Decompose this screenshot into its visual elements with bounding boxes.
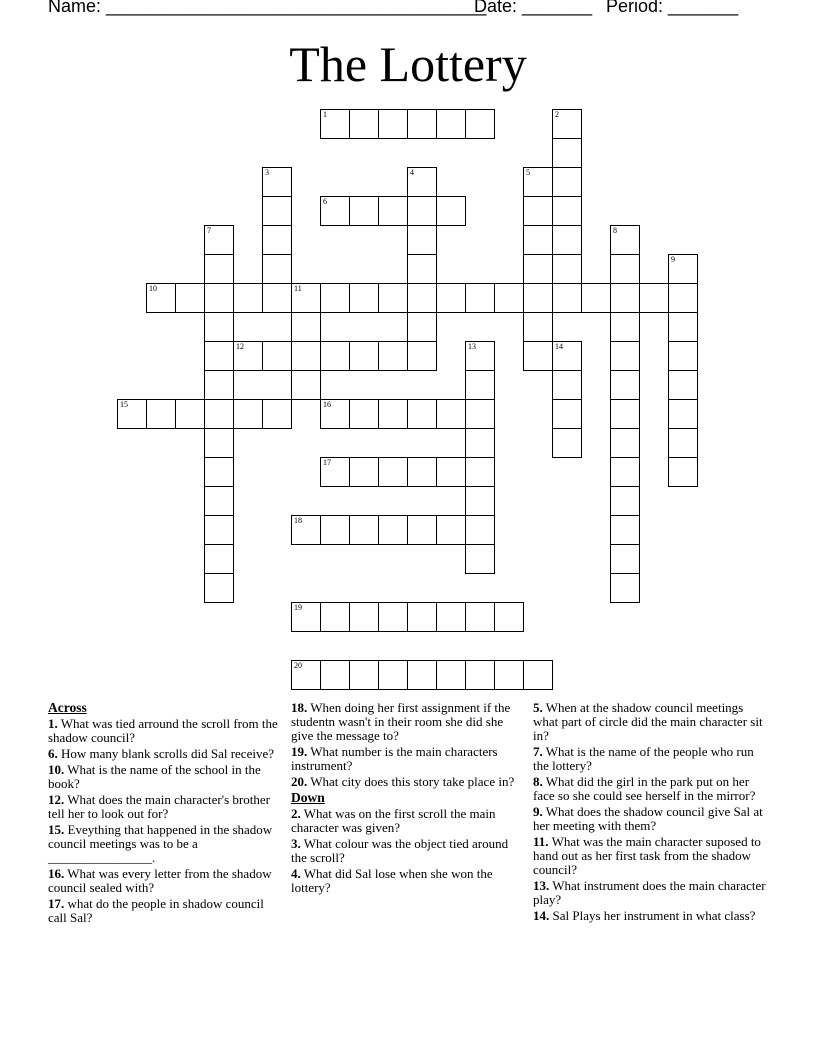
crossword-cell[interactable] xyxy=(204,457,234,487)
clue-number-label: 7 xyxy=(207,226,211,235)
clue-across-18: 18. When doing her first assignment if the studentn wasn't in their room she did she give the message to? xyxy=(291,700,511,743)
crossword-cell[interactable] xyxy=(668,312,698,342)
crossword-cell[interactable] xyxy=(320,196,350,226)
crossword-cell[interactable] xyxy=(436,109,466,139)
crossword-cell[interactable] xyxy=(610,283,640,313)
clue-down-7: 7. What is the name of the people who run the lottery? xyxy=(533,744,754,773)
crossword-cell[interactable] xyxy=(407,225,437,255)
crossword-cell[interactable] xyxy=(291,370,321,400)
crossword-cell[interactable] xyxy=(465,486,495,516)
crossword-cell[interactable] xyxy=(465,109,495,139)
clue-down-13: 13. What instrument does the main character play? xyxy=(533,878,766,907)
crossword-cell[interactable] xyxy=(465,544,495,574)
clue-down-8: 8. What did the girl in the park put on her face so she could see herself in the mirror? xyxy=(533,774,756,803)
clue-number-label: 12 xyxy=(236,342,244,351)
clue-number-label: 6 xyxy=(323,197,327,206)
crossword-cell[interactable] xyxy=(204,573,234,603)
crossword-cell[interactable] xyxy=(436,602,466,632)
crossword-cell[interactable] xyxy=(668,428,698,458)
crossword-cell[interactable] xyxy=(407,515,437,545)
crossword-cell[interactable] xyxy=(407,399,437,429)
crossword-cell[interactable] xyxy=(204,544,234,574)
crossword-cell[interactable] xyxy=(552,196,582,226)
crossword-cell[interactable] xyxy=(378,515,408,545)
crossword-cell[interactable] xyxy=(436,660,466,690)
crossword-cell[interactable] xyxy=(204,428,234,458)
crossword-cell[interactable] xyxy=(378,660,408,690)
crossword-cell[interactable] xyxy=(494,660,524,690)
crossword-cell[interactable] xyxy=(465,602,495,632)
crossword-cell[interactable] xyxy=(668,341,698,371)
crossword-cell[interactable] xyxy=(668,254,698,284)
crossword-cell[interactable] xyxy=(465,515,495,545)
crossword-cell[interactable] xyxy=(552,341,582,371)
crossword-cell[interactable] xyxy=(465,283,495,313)
crossword-cell[interactable] xyxy=(291,602,321,632)
crossword-cell[interactable] xyxy=(291,515,321,545)
crossword-cell[interactable] xyxy=(204,283,234,313)
clue-down-3: 3. What colour was the object tied around the scroll? xyxy=(291,836,509,865)
crossword-cell[interactable] xyxy=(378,109,408,139)
crossword-cell[interactable] xyxy=(204,254,234,284)
clue-number-label: 3 xyxy=(265,168,269,177)
clue-across-15: 15. Eveything that happened in the shadow council meetings was to be a ________________. xyxy=(48,822,273,865)
clue-across-19: 19. What number is the main characters instrument? xyxy=(291,744,498,773)
clue-number-label: 16 xyxy=(323,400,331,409)
crossword-cell[interactable] xyxy=(610,370,640,400)
clues-column-3 xyxy=(533,701,769,925)
clue-number-label: 9 xyxy=(671,255,675,264)
crossword-cell[interactable] xyxy=(378,196,408,226)
crossword-cell[interactable] xyxy=(610,312,640,342)
crossword-cell[interactable] xyxy=(320,109,350,139)
crossword-cell[interactable] xyxy=(349,341,379,371)
crossword-cell[interactable] xyxy=(262,399,292,429)
clue-number-label: 20 xyxy=(294,661,302,670)
crossword-cell[interactable] xyxy=(436,283,466,313)
crossword-cell[interactable] xyxy=(610,225,640,255)
crossword-cell[interactable] xyxy=(378,283,408,313)
crossword-cell[interactable] xyxy=(610,399,640,429)
crossword-cell[interactable] xyxy=(320,602,350,632)
crossword-cell[interactable] xyxy=(262,283,292,313)
crossword-cell[interactable] xyxy=(233,341,263,371)
crossword-cell[interactable] xyxy=(378,457,408,487)
crossword-cell[interactable] xyxy=(320,399,350,429)
crossword-cell[interactable] xyxy=(146,283,176,313)
crossword-cell[interactable] xyxy=(523,312,553,342)
clue-number-label: 1 xyxy=(323,110,327,119)
crossword-cell[interactable] xyxy=(320,283,350,313)
crossword-cell[interactable] xyxy=(523,167,553,197)
crossword-cell[interactable] xyxy=(349,660,379,690)
clues-column-1 xyxy=(48,701,284,927)
crossword-cell[interactable] xyxy=(494,283,524,313)
crossword-cell[interactable] xyxy=(204,341,234,371)
crossword-cell[interactable] xyxy=(639,283,669,313)
crossword-cell[interactable] xyxy=(407,254,437,284)
crossword-cell[interactable] xyxy=(610,457,640,487)
crossword-cell[interactable] xyxy=(117,399,147,429)
crossword-cell[interactable] xyxy=(552,167,582,197)
crossword-cell[interactable] xyxy=(320,515,350,545)
crossword-cell[interactable] xyxy=(378,341,408,371)
crossword-cell[interactable] xyxy=(262,167,292,197)
crossword-cell[interactable] xyxy=(407,660,437,690)
crossword-cell[interactable] xyxy=(146,399,176,429)
crossword-cell[interactable] xyxy=(262,341,292,371)
crossword-cell[interactable] xyxy=(349,109,379,139)
crossword-cell[interactable] xyxy=(175,283,205,313)
crossword-cell[interactable] xyxy=(349,283,379,313)
crossword-cell[interactable] xyxy=(668,283,698,313)
clue-across-12: 12. What does the main character's brother tell her to look out for? xyxy=(48,792,270,821)
crossword-cell[interactable] xyxy=(610,254,640,284)
clue-number-label: 11 xyxy=(294,284,302,293)
page-title: The Lottery xyxy=(289,36,527,92)
crossword-cell[interactable] xyxy=(552,254,582,284)
crossword-cell[interactable] xyxy=(407,109,437,139)
crossword-cell[interactable] xyxy=(552,283,582,313)
crossword-cell[interactable] xyxy=(262,196,292,226)
crossword-cell[interactable] xyxy=(436,457,466,487)
crossword-cell[interactable] xyxy=(291,283,321,313)
crossword-cell[interactable] xyxy=(436,196,466,226)
crossword-cell[interactable] xyxy=(204,225,234,255)
clue-across-17: 17. what do the people in shadow council call Sal? xyxy=(48,896,264,925)
crossword-cell[interactable] xyxy=(552,225,582,255)
crossword-cell[interactable] xyxy=(552,138,582,168)
crossword-cell[interactable] xyxy=(610,515,640,545)
clue-down-2: 2. What was on the first scroll the main character was given? xyxy=(291,806,496,835)
clue-number-label: 19 xyxy=(294,603,302,612)
crossword-cell[interactable] xyxy=(407,196,437,226)
clue-across-10: 10. What is the name of the school in the book? xyxy=(48,762,261,791)
crossword-cell[interactable] xyxy=(523,225,553,255)
crossword-cell[interactable] xyxy=(552,428,582,458)
crossword-cell[interactable] xyxy=(378,602,408,632)
crossword-cell[interactable] xyxy=(291,312,321,342)
crossword-cell[interactable] xyxy=(407,457,437,487)
clue-across-20: 20. What city does this story take place in? xyxy=(291,774,515,789)
crossword-cell[interactable] xyxy=(523,283,553,313)
crossword-cell[interactable] xyxy=(436,399,466,429)
crossword-cell[interactable] xyxy=(204,370,234,400)
clue-number-label: 18 xyxy=(294,516,302,525)
crossword-cell[interactable] xyxy=(407,167,437,197)
crossword-cell[interactable] xyxy=(610,341,640,371)
crossword-cell[interactable] xyxy=(610,544,640,574)
clue-number-label: 2 xyxy=(555,110,559,119)
period-field-label: Period: _______ xyxy=(606,0,739,16)
crossword-cell[interactable] xyxy=(233,399,263,429)
crossword-cell[interactable] xyxy=(610,573,640,603)
clues-column-2 xyxy=(291,701,527,897)
crossword-cell[interactable] xyxy=(465,341,495,371)
clue-down-4: 4. What did Sal lose when she won the lottery? xyxy=(291,866,493,895)
crossword-cell[interactable] xyxy=(465,399,495,429)
crossword-cell[interactable] xyxy=(407,602,437,632)
clue-number-label: 17 xyxy=(323,458,331,467)
crossword-cell[interactable] xyxy=(204,486,234,516)
crossword-cell[interactable] xyxy=(581,283,611,313)
date-field-label: Date: _______ xyxy=(474,0,593,16)
crossword-cell[interactable] xyxy=(204,312,234,342)
crossword-cell[interactable] xyxy=(523,254,553,284)
crossword-cell[interactable] xyxy=(262,254,292,284)
down-heading: Down xyxy=(291,790,325,805)
crossword-cell[interactable] xyxy=(320,660,350,690)
crossword-cell[interactable] xyxy=(552,399,582,429)
name-field-label: Name: ______________________________________ xyxy=(48,0,487,16)
clue-down-5: 5. When at the shadow council meetings what part of circle did the main character sit in? xyxy=(533,700,763,743)
crossword-cell[interactable] xyxy=(494,602,524,632)
crossword-cell[interactable] xyxy=(610,486,640,516)
clue-number-label: 15 xyxy=(120,400,128,409)
crossword-cell[interactable] xyxy=(349,399,379,429)
clue-number-label: 4 xyxy=(410,168,414,177)
crossword-cell[interactable] xyxy=(407,283,437,313)
crossword-cell[interactable] xyxy=(349,457,379,487)
crossword-cell[interactable] xyxy=(407,341,437,371)
clue-number-label: 13 xyxy=(468,342,476,351)
crossword-cell[interactable] xyxy=(523,660,553,690)
crossword-cell[interactable] xyxy=(320,341,350,371)
crossword-cell[interactable] xyxy=(349,196,379,226)
crossword-cell[interactable] xyxy=(610,428,640,458)
crossword-cell[interactable] xyxy=(175,399,205,429)
clue-across-1: 1. What was tied arround the scroll from the shadow council? xyxy=(48,716,278,745)
crossword-cell[interactable] xyxy=(465,660,495,690)
crossword-cell[interactable] xyxy=(523,196,553,226)
crossword-cell[interactable] xyxy=(262,225,292,255)
clue-number-label: 5 xyxy=(526,168,530,177)
clue-number-label: 14 xyxy=(555,342,563,351)
crossword-cell[interactable] xyxy=(436,515,466,545)
crossword-cell[interactable] xyxy=(204,399,234,429)
clue-down-9: 9. What does the shadow council give Sal at her meeting with them? xyxy=(533,804,763,833)
crossword-cell[interactable] xyxy=(552,109,582,139)
crossword-cell[interactable] xyxy=(668,399,698,429)
crossword-cell[interactable] xyxy=(320,457,350,487)
crossword-cell[interactable] xyxy=(378,399,408,429)
crossword-cell[interactable] xyxy=(523,341,553,371)
crossword-cell[interactable] xyxy=(465,370,495,400)
clue-across-6: 6. How many blank scrolls did Sal receive? xyxy=(48,746,274,761)
clue-across-16: 16. What was every letter from the shadow council sealed with? xyxy=(48,866,272,895)
crossword-cell[interactable] xyxy=(349,602,379,632)
crossword-cell[interactable] xyxy=(349,515,379,545)
crossword-cell[interactable] xyxy=(668,370,698,400)
crossword-cell[interactable] xyxy=(668,457,698,487)
clue-number-label: 10 xyxy=(149,284,157,293)
crossword-cell[interactable] xyxy=(407,312,437,342)
crossword-cell[interactable] xyxy=(552,370,582,400)
crossword-cell[interactable] xyxy=(204,515,234,545)
across-heading: Across xyxy=(48,700,87,715)
clue-down-11: 11. What was the main character suposed to hand out as her first task from the shadow council? xyxy=(533,834,761,877)
clue-number-label: 8 xyxy=(613,226,617,235)
crossword-cell[interactable] xyxy=(291,660,321,690)
crossword-cell[interactable] xyxy=(465,428,495,458)
crossword-cell[interactable] xyxy=(233,283,263,313)
clue-down-14: 14. Sal Plays her instrument in what class? xyxy=(533,908,756,923)
crossword-cell[interactable] xyxy=(291,341,321,371)
crossword-cell[interactable] xyxy=(465,457,495,487)
